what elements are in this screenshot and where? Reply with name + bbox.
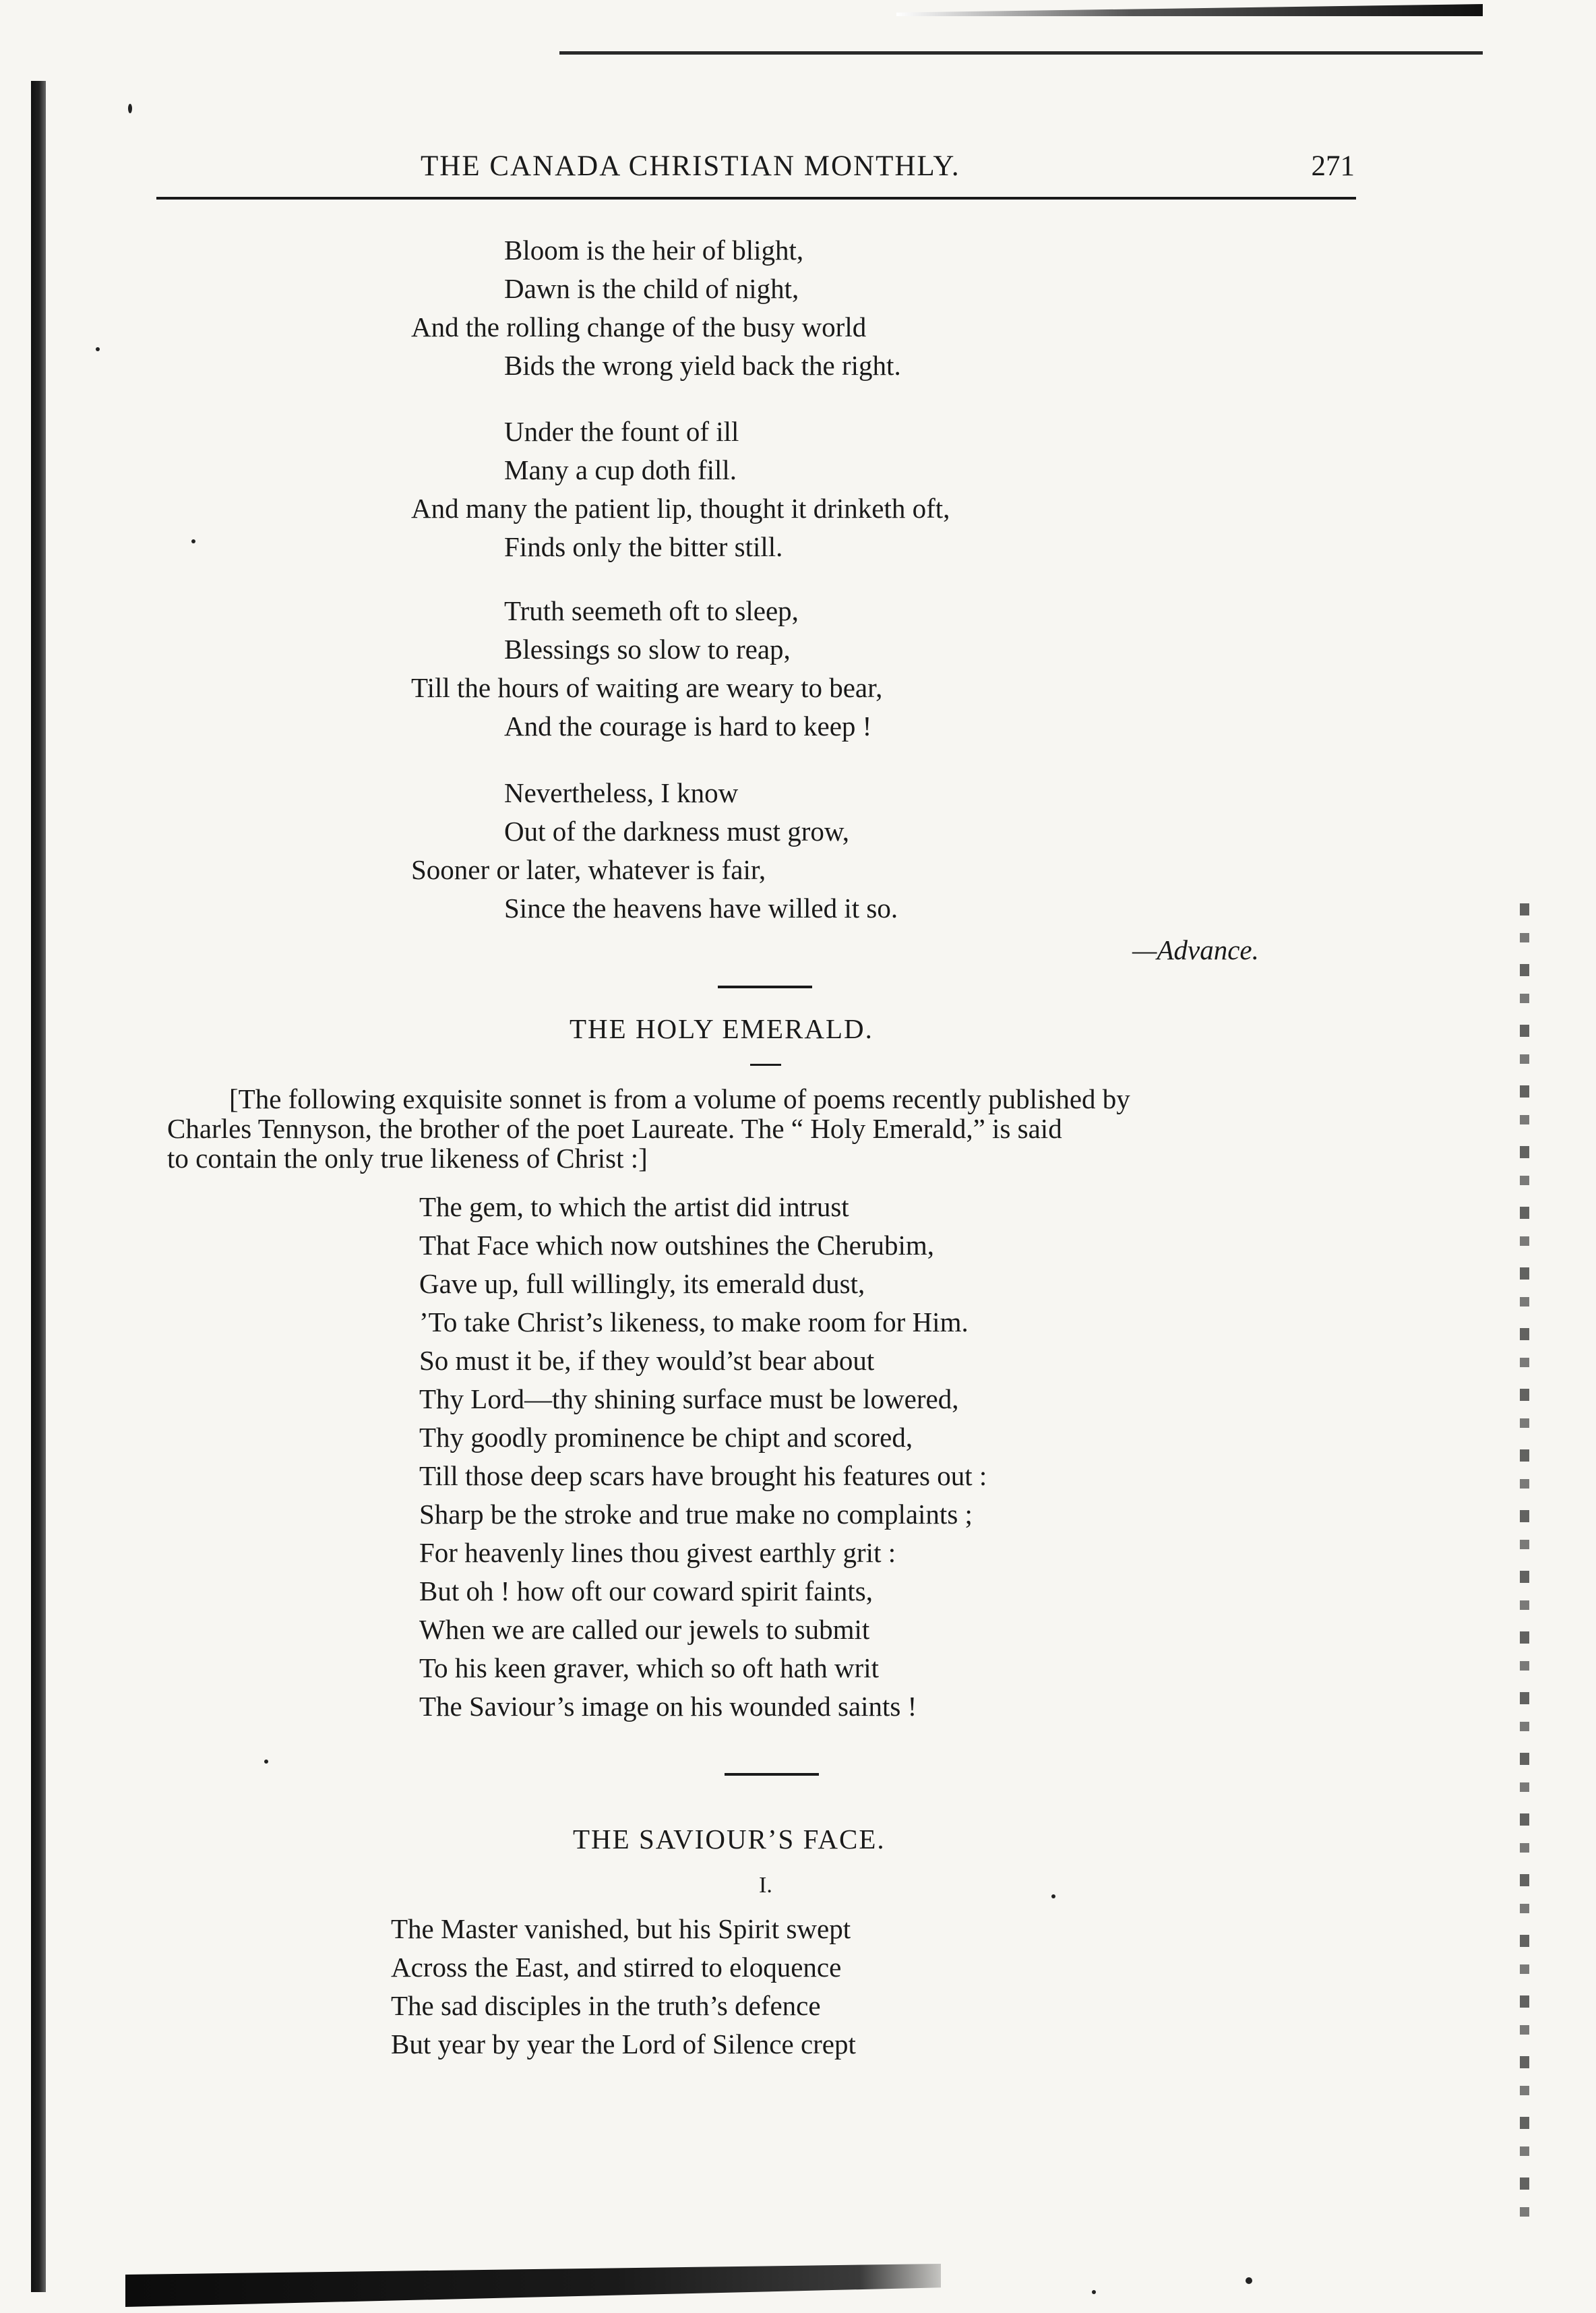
poem-stanza [411,774,898,928]
poem-line: And the courage is hard to keep ! [504,711,872,742]
section-heading: THE SAVIOUR’S FACE. [573,1824,886,1855]
intro-line: [The following exquisite sonnet is from a volume of poems recently published by [229,1083,1130,1114]
poem-line: Bids the wrong yield back the right. [504,350,901,381]
running-title: THE CANADA CHRISTIAN MONTHLY. [421,150,960,182]
poem-line: Out of the darkness must grow, [504,816,850,847]
page-number: 271 [1311,150,1355,182]
poem-line: Sooner or later, whatever is fair, [411,854,766,885]
intro-line: to contain the only true likeness of Christ :] [167,1143,648,1174]
intro-note [167,1084,1367,1173]
poem-stanza [411,592,882,746]
poem-line: Nevertheless, I know [504,777,739,808]
scan-speck [264,1760,268,1764]
poem-line: Till the hours of waiting are weary to bear, [411,672,883,703]
sonnet-line: When we are called our jewels to submit [419,1614,870,1645]
scan-edge-left [31,81,46,2292]
poem-line: Across the East, and stirred to eloquence [391,1952,842,1983]
sonnet-line: Thy goodly prominence be chipt and scored, [419,1422,913,1453]
scan-edge-right [1520,903,1529,2238]
sonnet-line: The gem, to which the artist did intrust [419,1191,849,1222]
heading-dash [750,1064,781,1066]
sonnet-line: That Face which now outshines the Cherubim, [419,1230,935,1261]
sonnet-line: But oh ! how oft our coward spirit faints, [419,1575,873,1606]
scan-speck [1246,2277,1252,2284]
sonnet-line: ’To take Christ’s likeness, to make room for Him. [419,1306,969,1338]
section-separator [718,986,812,988]
poem-line: Finds only the bitter still. [504,531,783,562]
section-heading: THE HOLY EMERALD. [570,1013,873,1044]
poem-line: The sad disciples in the truth’s defence [391,1990,821,2021]
poem-stanza [411,231,901,385]
scan-speck [128,104,132,113]
poem-line: Truth seemeth oft to sleep, [504,595,799,626]
poem-attribution: —Advance. [1132,934,1259,965]
scan-speck [1092,2290,1096,2294]
sonnet-line: The Saviour’s image on his wounded saints ! [419,1691,917,1722]
poem-line: Under the fount of ill [504,416,739,447]
sonnet-line: So must it be, if they would’st bear about [419,1345,875,1376]
poem-line: Since the heavens have willed it so. [504,893,898,924]
sonnet-line: Gave up, full willingly, its emerald dust, [419,1268,865,1299]
poem-line: Bloom is the heir of blight, [504,235,804,266]
sonnet-line: To his keen graver, which so oft hath writ [419,1652,880,1683]
poem-line: But year by year the Lord of Silence crept [391,2029,856,2060]
poem-line: Blessings so slow to reap, [504,634,791,665]
poem-line: And the rolling change of the busy world [411,311,867,342]
sonnet-line: Till those deep scars have brought his features out : [419,1460,987,1491]
sonnet-line: Thy Lord—thy shining surface must be lowered, [419,1383,959,1414]
page-header [156,150,1370,190]
poem-stanza [411,413,950,566]
poem-line: The Master vanished, but his Spirit swept [391,1913,851,1944]
poem-line: And many the patient lip, thought it drinketh oft, [411,493,950,524]
section-separator [725,1773,819,1776]
poem-line: Dawn is the child of night, [504,273,799,304]
header-rule [156,197,1356,200]
sonnet [419,1188,987,1726]
scan-rule-top [559,51,1483,55]
scan-speck [191,539,195,543]
scan-speck [96,347,100,351]
sonnet-line: Sharp be the stroke and true make no complaints ; [419,1499,973,1530]
scan-edge-top [896,4,1483,16]
intro-line: Charles Tennyson, the brother of the poet Laureate. The “ Holy Emerald,” is said [167,1113,1062,1144]
scan-edge-bottom [125,2264,941,2307]
poem-line: Many a cup doth fill. [504,454,737,485]
sonnet-line: For heavenly lines thou givest earthly grit : [419,1537,896,1568]
part-number: I. [759,1873,772,1898]
scan-speck [1051,1894,1055,1898]
poem-stanza [391,1910,856,2064]
